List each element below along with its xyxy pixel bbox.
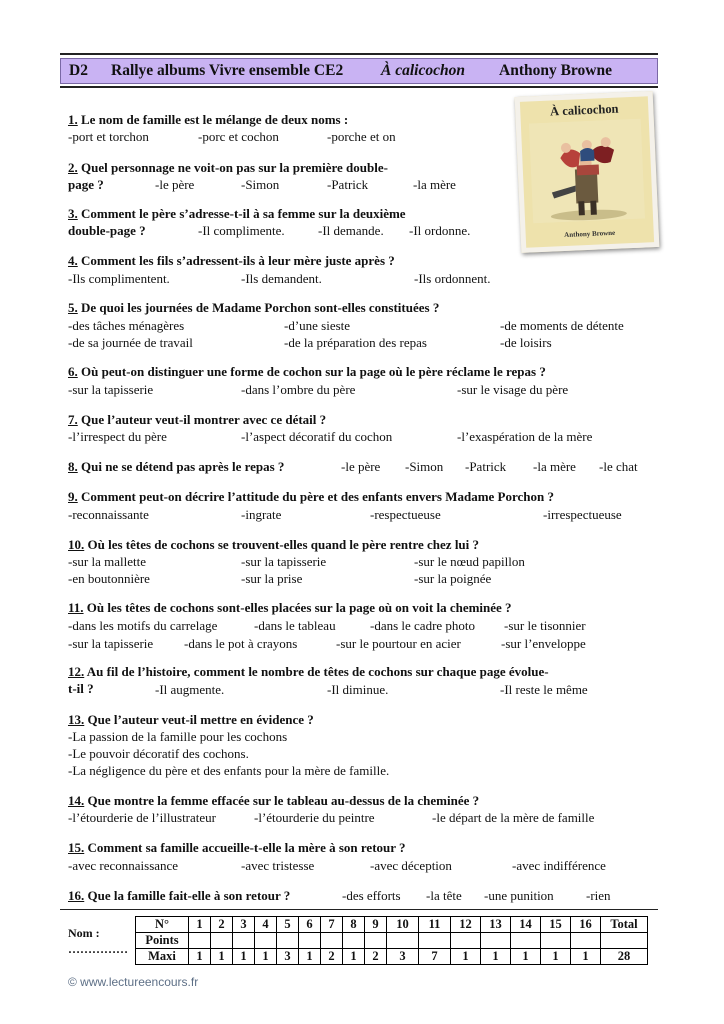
answer-option[interactable]: -sur la tapisserie: [68, 382, 154, 397]
answer-option[interactable]: -l’exaspération de la mère: [457, 429, 593, 444]
name-field-label: [68, 925, 128, 957]
header-series: Rallye albums Vivre ensemble CE2: [111, 62, 344, 79]
maxi-cell: 1: [541, 949, 571, 965]
points-cell[interactable]: [387, 933, 419, 949]
answer-option[interactable]: -la tête: [426, 888, 462, 903]
points-cell[interactable]: [481, 933, 511, 949]
points-cell[interactable]: [189, 933, 211, 949]
number-cell: 6: [299, 917, 321, 933]
maxi-cell: 1: [571, 949, 601, 965]
answer-option[interactable]: -le départ de la mère de famille: [432, 810, 595, 825]
question-text: De quoi les journées de Madame Porchon sont-elles constituées ?: [81, 300, 440, 315]
answer-option[interactable]: -la mère: [413, 177, 456, 192]
answer-option[interactable]: -de sa journée de travail: [68, 335, 193, 350]
answer-option[interactable]: -avec reconnaissance: [68, 858, 179, 873]
maxi-cell: 1: [511, 949, 541, 965]
answer-option[interactable]: -Le pouvoir décoratif des cochons.: [68, 746, 249, 761]
maxi-cell: 1: [255, 949, 277, 965]
question-number: 12.: [68, 664, 85, 679]
answer-option[interactable]: -une punition: [484, 888, 554, 903]
answer-option[interactable]: -avec tristesse: [241, 858, 315, 873]
question-13: [68, 711, 314, 728]
answer-option[interactable]: -porc et cochon: [198, 129, 279, 144]
maxi-cell: 2: [365, 949, 387, 965]
maxi-cell: 7: [419, 949, 451, 965]
number-cell: 3: [233, 917, 255, 933]
answer-option[interactable]: -Ils ordonnent.: [414, 271, 491, 286]
answer-option[interactable]: -Il reste le même: [500, 682, 588, 697]
answer-option[interactable]: -de la préparation des repas: [284, 335, 427, 350]
points-cell[interactable]: [255, 933, 277, 949]
answer-option[interactable]: -dans l’ombre du père: [241, 382, 356, 397]
header-author: Anthony Browne: [499, 62, 612, 79]
question-text: Le nom de famille est le mélange de deux noms :: [81, 112, 349, 127]
answer-option[interactable]: -rien: [586, 888, 611, 903]
question-text: Comment peut-on décrire l’attitude du père et des enfants envers Madame Porchon ?: [81, 489, 554, 504]
number-cell: 7: [321, 917, 343, 933]
number-cell: 9: [365, 917, 387, 933]
points-cell[interactable]: [541, 933, 571, 949]
answer-option[interactable]: -Il ordonne.: [409, 223, 471, 238]
answer-option[interactable]: -sur la mallette: [68, 554, 146, 569]
answer-option[interactable]: -Patrick: [465, 459, 507, 474]
question-number: 10.: [68, 537, 85, 552]
question-text: Que l’auteur veut-il montrer avec ce détail ?: [81, 412, 327, 427]
question-text: Comment les fils s’adressent-ils à leur mère juste après ?: [81, 253, 395, 268]
question-number: 11.: [68, 600, 84, 615]
answer-option[interactable]: -port et torchon: [68, 129, 149, 144]
question-number: 1.: [68, 112, 78, 127]
number-cell: 1: [189, 917, 211, 933]
question-5: [68, 299, 439, 316]
answer-option[interactable]: -Il augmente.: [155, 682, 225, 697]
points-cell[interactable]: [419, 933, 451, 949]
maxi-cell: 1: [481, 949, 511, 965]
answer-option[interactable]: -Simon: [405, 459, 444, 474]
answer-option[interactable]: -dans le cadre photo: [370, 618, 476, 633]
question-7: [68, 411, 326, 428]
answer-option[interactable]: -l’étourderie du peintre: [254, 810, 375, 825]
number-cell: 8: [343, 917, 365, 933]
answer-option[interactable]: -sur la tapisserie: [241, 554, 327, 569]
name-label: Nom :: [68, 926, 100, 940]
answer-option[interactable]: -sur le pourtour en acier: [336, 636, 461, 651]
number-cell: 2: [211, 917, 233, 933]
header-code: D2: [69, 62, 88, 79]
question-number: 6.: [68, 364, 78, 379]
answer-option[interactable]: -la mère: [533, 459, 576, 474]
maxi-cell: 3: [277, 949, 299, 965]
question-number: 16.: [68, 888, 85, 903]
answer-option[interactable]: -Il diminue.: [327, 682, 389, 697]
maxi-cell: 2: [321, 949, 343, 965]
question-4: [68, 252, 395, 269]
maxi-cell: 1: [343, 949, 365, 965]
answer-option[interactable]: -Ils demandent.: [241, 271, 322, 286]
answer-option[interactable]: -des efforts: [342, 888, 401, 903]
points-cell[interactable]: [211, 933, 233, 949]
answer-option[interactable]: -l’irrespect du père: [68, 429, 167, 444]
question-number: 5.: [68, 300, 78, 315]
answer-option[interactable]: -sur le nœud papillon: [414, 554, 525, 569]
question-15: [68, 839, 406, 856]
answer-option[interactable]: -l’étourderie de l’illustrateur: [68, 810, 216, 825]
question-8: [68, 458, 284, 475]
question-10: [68, 536, 479, 553]
question-16: [68, 887, 290, 904]
question-text: Que montre la femme effacée sur le tableau au-dessus de la cheminée ?: [87, 793, 480, 808]
answer-option[interactable]: -dans les motifs du carrelage: [68, 618, 218, 633]
answer-option[interactable]: -Simon: [241, 177, 280, 192]
maxi-cell: 1: [189, 949, 211, 965]
score-row-maxi: [136, 949, 648, 965]
question-number: 8.: [68, 459, 78, 474]
question-number: 4.: [68, 253, 78, 268]
question-number: 3.: [68, 206, 78, 221]
answer-option[interactable]: -sur le tisonnier: [504, 618, 586, 633]
points-cell[interactable]: [365, 933, 387, 949]
question-number: 9.: [68, 489, 78, 504]
answer-option[interactable]: -d’une sieste: [284, 318, 351, 333]
question-number: 13.: [68, 712, 85, 727]
question-6: [68, 363, 546, 380]
score-table: [135, 916, 648, 965]
book-cover: [515, 91, 660, 253]
book-cover-author: Anthony Browne: [564, 228, 616, 240]
name-dots[interactable]: ……………: [68, 942, 128, 956]
question-text: Où les têtes de cochons sont-elles placées sur la page où on voit la cheminée ?: [86, 600, 512, 615]
question-number: 7.: [68, 412, 78, 427]
answer-option[interactable]: -de moments de détente: [500, 318, 624, 333]
answer-option[interactable]: -Il complimente.: [198, 223, 285, 238]
row-label-maxi: Maxi: [136, 949, 189, 965]
answer-option[interactable]: -La passion de la famille pour les cochons: [68, 729, 288, 744]
book-cover-illustration: [529, 119, 645, 224]
answer-option[interactable]: -avec déception: [370, 858, 452, 873]
number-cell: 16: [571, 917, 601, 933]
question-text: Quel personnage ne voit-on pas sur la première double-: [81, 160, 388, 175]
points-cell[interactable]: [511, 933, 541, 949]
number-cell: 13: [481, 917, 511, 933]
maxi-cell: 3: [387, 949, 419, 965]
answer-option[interactable]: -avec indifférence: [512, 858, 606, 873]
answer-option[interactable]: -sur le visage du père: [457, 382, 569, 397]
maxi-cell: 1: [451, 949, 481, 965]
answer-option[interactable]: -sur la tapisserie: [68, 636, 154, 651]
answer-option[interactable]: -le chat: [599, 459, 638, 474]
question-12: [68, 663, 549, 697]
points-cell[interactable]: [277, 933, 299, 949]
question-number: 2.: [68, 160, 78, 175]
answer-option[interactable]: -des tâches ménagères: [68, 318, 185, 333]
answer-option[interactable]: -sur la prise: [241, 571, 303, 586]
answer-option[interactable]: -de loisirs: [500, 335, 552, 350]
header-bar: [60, 58, 658, 84]
answer-option[interactable]: -porche et on: [327, 129, 396, 144]
answer-option[interactable]: -reconnaissante: [68, 507, 149, 522]
question-text: Comment sa famille accueille-t-elle la mère à son retour ?: [87, 840, 406, 855]
answer-option[interactable]: -en boutonnière: [68, 571, 150, 586]
maxi-cell: 1: [299, 949, 321, 965]
book-cover-title: À calicochon: [549, 101, 619, 119]
maxi-cell: 1: [233, 949, 255, 965]
maxi-cell: 1: [211, 949, 233, 965]
answer-option[interactable]: -le père: [155, 177, 195, 192]
question-14: [68, 792, 479, 809]
question-text: Au fil de l’histoire, comment le nombre de têtes de cochons sur chaque page évolue-: [86, 664, 549, 679]
answer-option[interactable]: -Patrick: [327, 177, 369, 192]
answer-option[interactable]: -ingrate: [241, 507, 282, 522]
question-text: Où peut-on distinguer une forme de cochon sur la page où le père réclame le repas ?: [81, 364, 546, 379]
number-cell: 4: [255, 917, 277, 933]
row-label-numbers: N°: [136, 917, 189, 933]
number-cell: 15: [541, 917, 571, 933]
answer-option[interactable]: -La négligence du père et des enfants pour la mère de famille.: [68, 763, 390, 778]
maxi-total-cell: 28: [601, 949, 648, 965]
footer-credit[interactable]: © www.lectureencours.fr: [68, 975, 199, 989]
answer-option[interactable]: -irrespectueuse: [543, 507, 622, 522]
total-header: Total: [601, 917, 648, 933]
points-cell[interactable]: [451, 933, 481, 949]
score-row-numbers: [136, 917, 648, 933]
question-11: [68, 599, 512, 616]
number-cell: 10: [387, 917, 419, 933]
question-text-continued: page ?: [68, 177, 104, 192]
number-cell: 11: [419, 917, 451, 933]
question-text-continued: double-page ?: [68, 223, 146, 238]
score-row-points: [136, 933, 648, 949]
points-cell[interactable]: [233, 933, 255, 949]
answer-option[interactable]: -dans le pot à crayons: [184, 636, 298, 651]
number-cell: 12: [451, 917, 481, 933]
answer-option[interactable]: -Ils complimentent.: [68, 271, 170, 286]
answer-option[interactable]: -Il demande.: [318, 223, 384, 238]
row-label-points: Points: [136, 933, 189, 949]
points-cell[interactable]: [321, 933, 343, 949]
question-text: Comment le père s’adresse-t-il à sa femme sur la deuxième: [81, 206, 406, 221]
question-1: [68, 111, 348, 128]
question-text: Où les têtes de cochons se trouvent-elles quand le père rentre chez lui ?: [87, 537, 480, 552]
answer-option[interactable]: -sur l’enveloppe: [501, 636, 586, 651]
header-rule-bottom: [60, 86, 658, 88]
header-title: À calicochon: [381, 62, 465, 79]
answer-option[interactable]: -sur la poignée: [414, 571, 492, 586]
number-cell: 14: [511, 917, 541, 933]
question-9: [68, 488, 554, 505]
points-cell[interactable]: [571, 933, 601, 949]
question-text: Qui ne se détend pas après le repas ?: [81, 459, 285, 474]
answer-option[interactable]: -respectueuse: [370, 507, 441, 522]
points-total-cell[interactable]: [601, 933, 648, 949]
answer-option[interactable]: -l’aspect décoratif du cochon: [241, 429, 393, 444]
points-cell[interactable]: [343, 933, 365, 949]
question-text: Que l’auteur veut-il mettre en évidence ?: [87, 712, 314, 727]
question-number: 15.: [68, 840, 85, 855]
points-cell[interactable]: [299, 933, 321, 949]
question-number: 14.: [68, 793, 85, 808]
question-text: Que la famille fait-elle à son retour ?: [87, 888, 291, 903]
answer-option[interactable]: -dans le tableau: [254, 618, 336, 633]
question-text-continued: t-il ?: [68, 681, 94, 696]
answer-option[interactable]: -le père: [341, 459, 381, 474]
header-rule-top: [60, 53, 658, 55]
score-rule: [60, 909, 658, 910]
number-cell: 5: [277, 917, 299, 933]
